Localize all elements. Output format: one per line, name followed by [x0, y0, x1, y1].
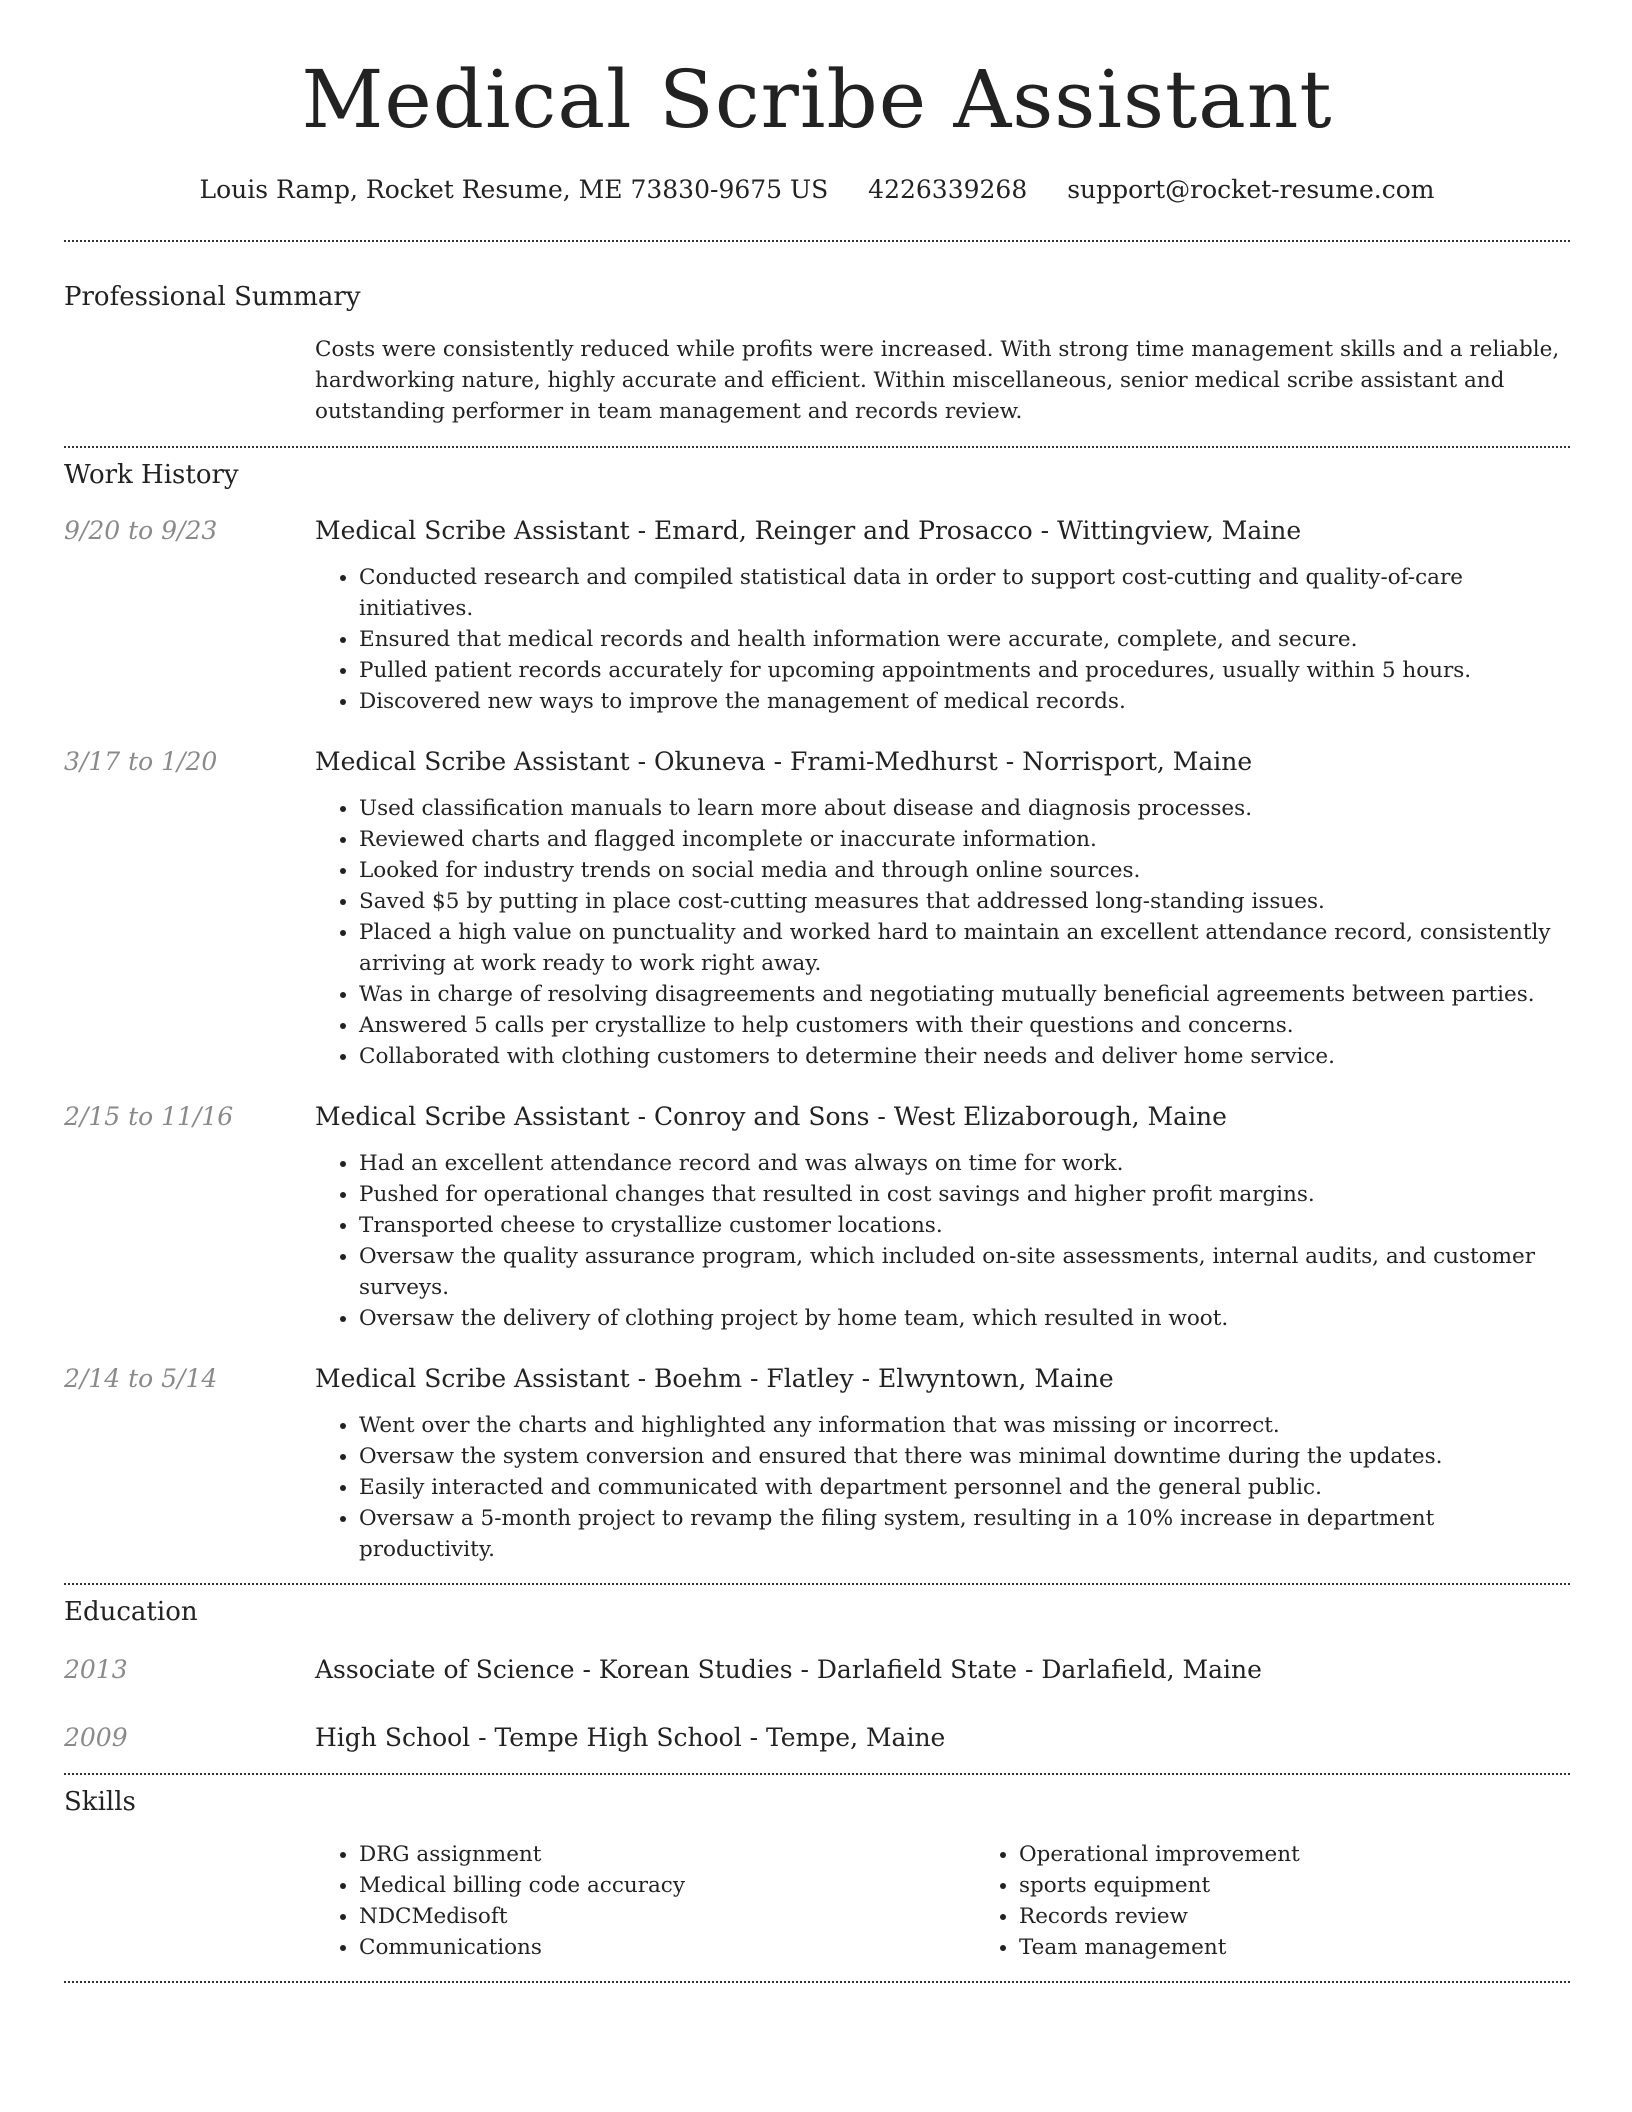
job-bullets [315, 1410, 1570, 1565]
job-dates: 2/14 to 5/14 [64, 1364, 218, 1393]
skills-columns [315, 1839, 1632, 1963]
section-title-work: Work History [64, 460, 239, 490]
job-dates: 9/20 to 9/23 [64, 516, 218, 545]
contact-address: Louis Ramp, Rocket Resume, ME 73830-9675 US [199, 175, 829, 204]
section-title-skills: Skills [64, 1787, 136, 1817]
list-item: • Oversaw the system conversion and ensured that there was minimal downtime during the updates. [359, 1441, 1570, 1472]
list-item: • Easily interacted and communicated with department personnel and the general public. [359, 1472, 1570, 1503]
education-degree: High School [315, 1723, 471, 1752]
skill-item: • NDCMedisoft [359, 1901, 975, 1932]
job-entry [64, 1362, 1570, 1565]
education-location: Darlafield, Maine [1041, 1655, 1262, 1684]
divider [64, 1773, 1570, 1775]
job-entry [64, 1100, 1570, 1334]
job-bullets [315, 793, 1570, 1072]
skills-row [64, 1839, 1570, 1963]
summary-text: Costs were consistently reduced while profits were increased. With strong time management skills and a reliable, hardworking nature, highly accurate and efficient. Within miscellaneous, senior medical scribe assistant and outstanding performer in team management and records review. [315, 337, 1560, 424]
job-location: West Elizaborough, Maine [893, 1102, 1227, 1131]
education-entry [64, 1721, 1570, 1755]
job-title: Medical Scribe Assistant [315, 1364, 630, 1393]
list-item: • Answered 5 calls per crystallize to help customers with their questions and concerns. [359, 1010, 1570, 1041]
job-company: Conroy and Sons [654, 1102, 870, 1131]
job-location: Wittingview, Maine [1057, 516, 1302, 545]
list-item: • Oversaw a 5-month project to revamp the filing system, resulting in a 10% increase in department productivity. [359, 1503, 1570, 1565]
job-bullets [315, 1148, 1570, 1334]
job-company: Boehm - Flatley [654, 1364, 854, 1393]
list-item: • Discovered new ways to improve the management of medical records. [359, 686, 1570, 717]
skills-list-left [315, 1839, 975, 1963]
resume-name: Medical Scribe Assistant [301, 53, 1333, 146]
job-title-line: Medical Scribe Assistant - Boehm - Flatley - Elwyntown, Maine [315, 1364, 1114, 1393]
skill-item: • Records review [1019, 1901, 1632, 1932]
divider [64, 240, 1570, 242]
list-item: • Was in charge of resolving disagreements and negotiating mutually beneficial agreements between parties. [359, 979, 1570, 1010]
list-item: • Oversaw the quality assurance program, which included on-site assessments, internal audits, and customer surveys. [359, 1241, 1570, 1303]
list-item: • Pushed for operational changes that resulted in cost savings and higher profit margins. [359, 1179, 1570, 1210]
education-entry [64, 1653, 1570, 1687]
job-title-line: Medical Scribe Assistant - Emard, Reinger and Prosacco - Wittingview, Maine [315, 516, 1302, 545]
education-line: High School - Tempe High School - Tempe, Maine [315, 1723, 946, 1752]
job-entry [64, 745, 1570, 1072]
job-title: Medical Scribe Assistant [315, 747, 630, 776]
skill-item: • Communications [359, 1932, 975, 1963]
job-company: Emard, Reinger and Prosacco [654, 516, 1033, 545]
job-title: Medical Scribe Assistant [315, 516, 630, 545]
job-location: Norrisport, Maine [1022, 747, 1253, 776]
education-school: Tempe High School [494, 1723, 742, 1752]
list-item: • Had an excellent attendance record and was always on time for work. [359, 1148, 1570, 1179]
job-title-line: Medical Scribe Assistant - Conroy and Sons - West Elizaborough, Maine [315, 1102, 1227, 1131]
education-field: Korean Studies [598, 1655, 793, 1684]
skills-list-right [975, 1839, 1632, 1963]
list-item: • Placed a high value on punctuality and worked hard to maintain an excellent attendance record, consistently arriving at work ready to work right away. [359, 917, 1570, 979]
resume-page [64, 0, 1570, 1983]
divider [64, 446, 1570, 448]
job-title-line: Medical Scribe Assistant - Okuneva - Frami-Medhurst - Norrisport, Maine [315, 747, 1253, 776]
list-item: • Conducted research and compiled statistical data in order to support cost-cutting and quality-of-care initiatives. [359, 562, 1570, 624]
skill-item: • Medical billing code accuracy [359, 1870, 975, 1901]
education-year: 2009 [64, 1723, 128, 1752]
job-entry [64, 514, 1570, 717]
list-item: • Saved $5 by putting in place cost-cutting measures that addressed long-standing issues. [359, 886, 1570, 917]
education-line: Associate of Science - Korean Studies - Darlafield State - Darlafield, Maine [315, 1655, 1262, 1684]
education-school: Darlafield State [816, 1655, 1018, 1684]
list-item: • Looked for industry trends on social media and through online sources. [359, 855, 1570, 886]
job-title: Medical Scribe Assistant [315, 1102, 630, 1131]
list-item: • Pulled patient records accurately for upcoming appointments and procedures, usually within 5 hours. [359, 655, 1570, 686]
list-item: • Collaborated with clothing customers to determine their needs and deliver home service. [359, 1041, 1570, 1072]
education-degree: Associate of Science [315, 1655, 575, 1684]
job-location: Elwyntown, Maine [877, 1364, 1114, 1393]
list-item: • Went over the charts and highlighted any information that was missing or incorrect. [359, 1410, 1570, 1441]
skill-item: • Operational improvement [1019, 1839, 1632, 1870]
list-item: • Oversaw the delivery of clothing project by home team, which resulted in woot. [359, 1303, 1570, 1334]
contact-phone: 4226339268 [868, 175, 1028, 204]
job-company: Okuneva - Frami-Medhurst [654, 747, 998, 776]
contact-line [64, 174, 1570, 206]
skill-item: • DRG assignment [359, 1839, 975, 1870]
job-bullets [315, 562, 1570, 717]
education-location: Tempe, Maine [766, 1723, 946, 1752]
list-item: • Transported cheese to crystallize customer locations. [359, 1210, 1570, 1241]
divider [64, 1981, 1570, 1983]
job-dates: 3/17 to 1/20 [64, 747, 218, 776]
divider [64, 1583, 1570, 1585]
skill-item: • sports equipment [1019, 1870, 1632, 1901]
education-year: 2013 [64, 1655, 128, 1684]
list-item: • Reviewed charts and flagged incomplete or inaccurate information. [359, 824, 1570, 855]
section-title-summary: Professional Summary [64, 282, 361, 312]
list-item: • Used classification manuals to learn more about disease and diagnosis processes. [359, 793, 1570, 824]
list-item: • Ensured that medical records and health information were accurate, complete, and secure. [359, 624, 1570, 655]
skill-item: • Team management [1019, 1932, 1632, 1963]
contact-email: support@rocket-resume.com [1067, 175, 1435, 204]
summary-row [64, 334, 1570, 427]
job-dates: 2/15 to 11/16 [64, 1102, 234, 1131]
section-title-education: Education [64, 1597, 198, 1627]
